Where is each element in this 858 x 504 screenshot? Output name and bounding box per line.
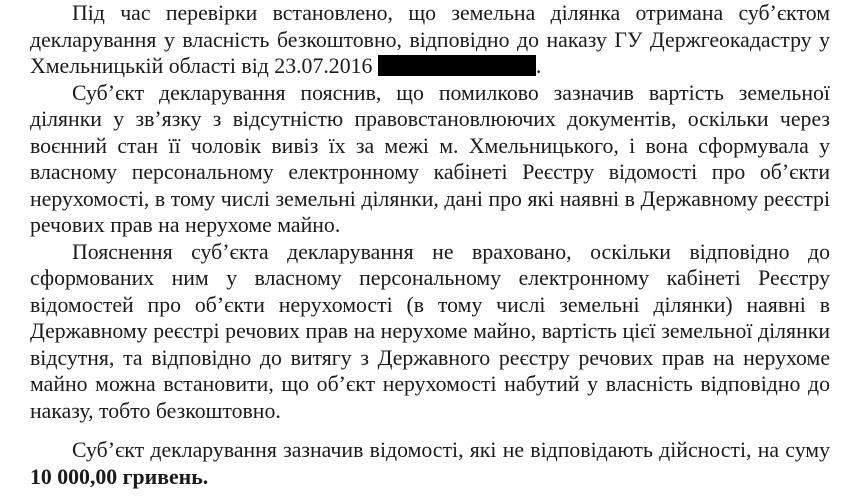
paragraph-explanation-rejected: Пояснення суб’єкта декларування не враховано, оскільки відповідно до сформованих ним у власному персональному електронному кабінеті Реєстру відомостей про об’єкти нерухомості (в тому числі земельні ділянки) наявні в Державному реєстрі речових прав на нерухоме майно, вартість цієї земельної ділянки відсутня, та відповідно до витягу з Державного реєстру речових прав на нерухоме майно можна встановити, що об’єкт нерухомості набутий у власність відповідно до наказу, тобто безкоштовно. — [30, 239, 830, 423]
false-amount: 10 000,00 гривень. — [30, 464, 209, 489]
paragraph-text: Під час перевірки встановлено, що земельна ділянка отримана суб’єктом декларування у власність безкоштовно, відповідно до наказу ГУ Держгеокадастру у Хмельницькій області від 23.07.2016 — [30, 1, 830, 78]
redaction-block — [378, 55, 536, 76]
paragraph-inspection-finding — [30, 0, 830, 80]
paragraph-text: . — [535, 54, 542, 78]
paragraph-declarant-explanation: Суб’єкт декларування пояснив, що помилково зазначив вартість земельної ділянки у зв’язку з відсутністю правовстановлюючих документів, оскільки через воєнний стан її чоловік вивіз їх за межі м. Хмельницького, і вона сформувала у власному персональному електронному кабінеті Реєстру відомості про об’єкти нерухомості, в тому числі земельні ділянки, дані про які наявні в Державному реєстрі речових прав на нерухоме майно. — [30, 80, 830, 237]
paragraph-conclusion — [30, 437, 830, 490]
document-page — [30, 0, 830, 490]
paragraph-text: Суб’єкт декларування зазначив відомості, які не відповідають дійсності, на суму — [72, 438, 830, 462]
